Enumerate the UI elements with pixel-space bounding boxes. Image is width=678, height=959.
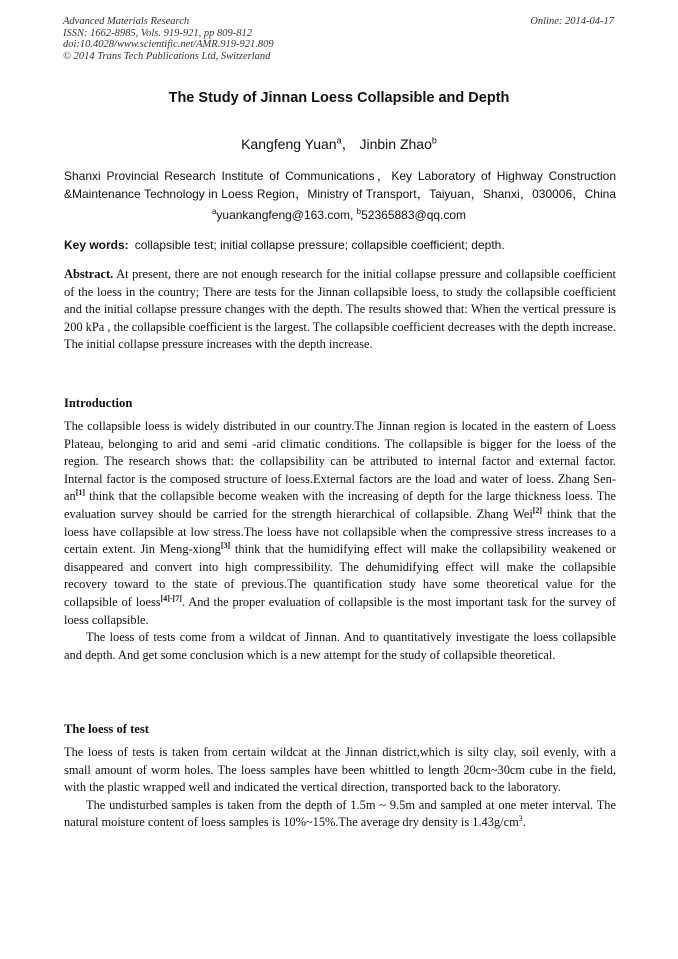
superscript: 3 [518,814,523,824]
paper-title: The Study of Jinnan Loess Collapsible and Depth [168,90,510,106]
keywords-label: Key words: [64,238,129,252]
issn-line: ISSN: 1662-8985, Vols. 919-921, pp 809-812 [63,27,252,39]
author-emails [0,208,678,222]
email-a: yuankangfeng@163.com, [216,208,357,222]
keywords [64,238,616,252]
affiliation-line: &Maintenance Technology in Loess Region，Ministry of Transport，Taiyuan，Shanxi，030006，China [64,187,616,201]
section-heading: Introduction [64,396,133,410]
text-run: think that the collapsible become weaken with the increasing of depth for the large thickness loess. The evaluation survey should be carried for the strength hierarchical of collapsible. Zhang Wei [64,489,616,521]
journal-name: Advanced Materials Research [63,16,190,27]
affiliation [64,167,616,203]
affiliation-line: Shanxi Provincial Research Institute of Communications，Key Laboratory of Highway Construction [64,169,616,183]
paragraph [64,797,616,832]
text-run: . [522,815,526,830]
text-run: The undisturbed samples is taken from the depth of 1.5m ~ 9.5m and sampled at one meter interval. The natural moisture content of loess samples is 10%~15%.The average dry density is 1.43g/cm [64,797,616,830]
author-name: Kangfeng Yuan [241,136,337,152]
author-superscript: b [431,135,437,146]
abstract-text: At present, there are not enough research for the initial collapse pressure and collapsible coefficient of the loess in the country; There are tests for the Jinnan collapsible loess, to study the collapsible coefficient and the initial collapse pressure changes with the depth. The results showed that: When the vertical pressure is 200 kPa , the collapsible coefficient is the largest. The collapsible coefficient decreases with the depth increase. The initial collapse pressure increases with the depth increase. [64,267,616,352]
text-run: . And the proper evaluation of collapsible is the most important task for the survey of loess collapsible. [64,594,616,627]
loess-test-body [64,744,616,832]
introduction-body [64,418,616,664]
copyright-line: © 2014 Trans Tech Publications Ltd, Switzerland [63,50,271,62]
text-run: The collapsible loess is widely distributed in our country.The Jinnan region is located in the eastern of Loess Plateau, belonging to arid and semi -arid climatic conditions. The collapsible is bigger for the loess of the region. The research shows that: the collapsibility can be attributed to internal factor and external factor. Internal factor is the composed structure of loess.External factors are the load and water of loess. Zhang Sen-an [64,419,616,504]
section-heading: The loess of test [64,722,149,736]
text-run: think that the loess have collapsible at low stress.The loess have not collapsible when the compressive stress increases to a certain extent. Jin Meng-xiong [64,506,616,557]
keywords-text: collapsible test; initial collapse pressure; collapsible coefficient; depth. [134,238,505,252]
abstract-paragraph [64,266,616,354]
citation: [2] [532,505,543,515]
author-name: Jinbin Zhao [359,136,432,152]
online-date: Online: 2014-04-17 [530,16,614,27]
paragraph: The loess of tests come from a wildcat of Jinnan. And to quantitatively investigate the loess collapsible and depth. And get some conclusion which is a new attempt for the study of collapsible theoretical. [64,630,616,662]
author-superscript: a [336,135,342,146]
text-run: think that the humidifying effect will make the collapsibility weakened or disappeared and convert into high compressibility. The dehumidifying effect will make the collapsible recovery toward to the state of previous.The quantification study have some theoretical value for the collapsible of loess [64,542,617,609]
author-line [0,134,678,154]
journal-header [63,16,463,62]
citation: [4]-[7] [160,593,182,603]
email-b: 52365883@qq.com [361,208,467,222]
author-separator: ， [341,136,356,152]
doi-line: doi:10.4028/www.scientific.net/AMR.919-921.809 [63,39,274,50]
abstract-label: Abstract. [64,267,114,281]
citation: [1] [75,488,86,498]
paragraph [64,418,616,629]
email-superscript: a [211,207,217,216]
abstract [64,266,616,354]
citation: [3] [220,541,231,551]
email-superscript: b [356,207,362,216]
paragraph: The loess of tests is taken from certain wildcat at the Jinnan district,which is silty clay, soil evenly, with a small amount of worm holes. The loess samples have been whittled to length 20cm~30cm cube in the field, with the plastic wrapped well and indicated the vertical direction, transported back to the laboratory. [64,745,616,795]
